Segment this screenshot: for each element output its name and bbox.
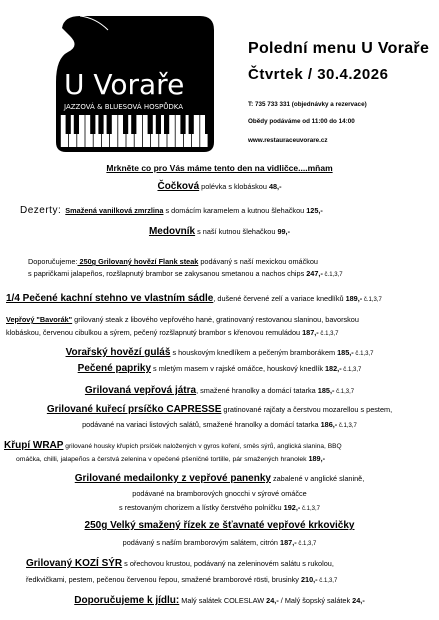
item-7-price: 189,- [308, 454, 326, 463]
item-6-name: Grilované kuřecí prsíčko CAPRESSE [46, 404, 222, 415]
item-5-name: Grilovaná vepřová játra [84, 385, 197, 396]
item-8-line-2 [0, 488, 439, 499]
logo-name: U Voraře [64, 68, 185, 101]
side-1-name: Malý salátek COLESLAW [179, 596, 267, 605]
item-4-allergens: č.1,3,7 [341, 367, 362, 373]
item-8-name: Grilované medailonky z vepřové panenky [74, 473, 271, 484]
dessert-2-desc: s naší kutnou šlehačkou [195, 227, 278, 236]
recommend-line-1 [28, 256, 318, 267]
menu-title: Polední menu U Voraře [248, 40, 430, 57]
lunch-hours: Obědy podáváme od 11:00 do 14:00 [248, 118, 355, 125]
dessert-1-desc: s domácím karamelem a kutnou šlehačkou [163, 206, 307, 215]
soup-name: Čočková [157, 181, 200, 192]
item-8-desc: zabalené v anglické slanině, [270, 474, 365, 483]
item-1-allergens: č.1,3,7 [362, 297, 382, 303]
grand-piano-logo-icon [50, 12, 218, 156]
sides-label: Doporučujeme k jídlu: [74, 595, 180, 606]
item-8-price: 192,- [283, 503, 301, 512]
item-5-price: 185,- [317, 386, 335, 395]
dessert-1-price: 125,- [306, 206, 323, 215]
item-8-desc-2: podávané na bramborových gnocchi v sýrové omáčce [132, 489, 307, 498]
item-6-price: 186,- [320, 420, 338, 429]
dessert-2-name: Medovník [148, 226, 196, 237]
item-6-allergens: č.1,3,7 [337, 423, 357, 429]
item-2 [6, 314, 359, 325]
item-7-desc: grilované housky křupích prsíček naložených v gyros koření, směs sýrů, anglická slanina, BBQ [63, 443, 342, 450]
item-1-price: 189,- [345, 294, 363, 303]
side-1-price: 24,- [266, 596, 279, 605]
item-10-name: Grilovaný KOZÍ SÝR [26, 558, 123, 569]
item-5-desc: , smažené hranolky a domácí tatarka [196, 386, 318, 395]
item-10-line-2 [26, 574, 337, 587]
item-3-desc: s houskovým knedlíkem a pečeným bramborákem [170, 348, 338, 357]
item-6-line-2 [0, 419, 439, 432]
item-7 [4, 440, 342, 452]
item-8 [0, 473, 439, 484]
website-link[interactable]: www.restauraceuvorare.cz [248, 137, 328, 144]
desserts-label: Dezerty: [20, 205, 62, 216]
dessert-1-name: Smažená vanilková zmrzlina [65, 206, 164, 215]
item-10-desc: s ořechovou krustou, podávaný na zeleninovém salátu s rukolou, [122, 559, 334, 568]
menu-date: Čtvrtek / 30.4.2026 [248, 66, 389, 83]
item-10-desc-2: ředkvičkami, pestem, pečenou červenou řepou, smažené bramborové rösti, brusinky [26, 575, 301, 584]
recommend-name: 250g Grilovaný hovězí Flank steak [77, 257, 199, 266]
item-2-desc: grilovaný steak z libového vepřového hanė, gratinovaný restovanou slaninou, bavorskou [72, 315, 359, 324]
side-2-name: Malý šopský salátek [284, 596, 353, 605]
recommend-price: 247,- [306, 269, 323, 278]
recommend-allergens: č.1,3,7 [322, 272, 343, 278]
item-6-desc-2: podávané na variaci listových salátů, smažené hranolky a domácí tatarka [82, 420, 321, 429]
item-9-allergens: č.1,3,7 [296, 541, 317, 547]
recommend-desc-1: podávaný s naší mexickou omáčkou [198, 257, 318, 266]
recommend-line-2 [28, 268, 343, 281]
item-5 [0, 385, 439, 398]
phone-info: T: 735 733 331 (objednávky a rezervace) [248, 101, 367, 108]
soup-price: 48,- [268, 182, 282, 191]
item-8-desc-3: s restovaným chorizem a lístky čerstvého polníčku [119, 503, 284, 512]
item-6-desc: gratinované rajčaty a čerstvou mozarellou s pestem, [221, 405, 393, 414]
item-4-name: Pečené papriky [77, 363, 152, 374]
sides-line [0, 595, 439, 606]
item-9 [0, 520, 439, 531]
dessert-line-1 [20, 205, 323, 216]
item-7-line-2 [16, 453, 325, 465]
item-2-desc-2: klobáskou, červenou cibulkou a sýrem, pečený rozšlapnutý brambor s křenovou remuládou [6, 328, 303, 337]
dessert-line-2 [0, 226, 439, 237]
side-2-price: 24,- [352, 596, 365, 605]
restaurant-logo [50, 12, 218, 156]
logo-tagline: JAZZOVÁ & BLUESOVÁ HOSPŮDKA [64, 103, 184, 111]
sides-separator: / [278, 596, 285, 605]
item-4 [0, 363, 439, 376]
item-2-name: Vepřový "Bavorák" [6, 315, 73, 324]
item-1-name: 1/4 Pečené kachní stehno ve vlastním sádle [6, 293, 214, 304]
item-2-line-2 [6, 327, 338, 340]
recommend-label: Doporučujeme: [28, 257, 78, 266]
item-1 [6, 293, 382, 306]
intro-text: Mrkněte co pro Vás máme tento den na vidličce....mňam [106, 163, 333, 173]
item-6 [0, 404, 439, 415]
item-3-price: 185,- [337, 348, 354, 357]
item-8-allergens: č.1,3,7 [300, 506, 320, 512]
item-10-allergens: č.1,3,7 [317, 578, 338, 584]
item-10 [26, 558, 334, 569]
item-3 [0, 347, 439, 360]
soup-desc: polévka s klobáskou [199, 182, 269, 191]
item-4-price: 182,- [325, 364, 342, 373]
item-1-desc: , dušené červené zelí a variace knedlíků [213, 294, 346, 303]
item-9-price: 187,- [280, 538, 297, 547]
item-2-price: 187,- [302, 328, 319, 337]
item-7-name: Křupí WRAP [4, 440, 64, 451]
item-10-price: 210,- [300, 575, 318, 584]
dessert-2-price: 99,- [277, 227, 291, 236]
item-3-allergens: č.1,3,7 [353, 351, 374, 357]
item-4-desc: s mletým masem v rajské omáčce, houskový knedlík [151, 364, 325, 373]
item-3-name: Vorařský hovězí guláš [65, 347, 171, 358]
item-5-allergens: č.1,3,7 [334, 389, 355, 395]
item-9-desc-2: podávaný s naším bramborovým salátem, citrón [122, 538, 281, 547]
soup-line [0, 181, 439, 192]
item-9-line-2 [0, 537, 439, 550]
item-9-name: 250g Velký smažený řízek ze šťavnaté vepřové krkovičky [84, 520, 355, 531]
item-8-line-3 [0, 502, 439, 515]
recommend-desc-2: s papričkami jalapeños, rozšlapnutý brambor se zakysanou smetanou a nachos chips [28, 269, 307, 278]
item-7-desc-2: omáčka, chilli, jalapeños a čerstvá zelenina v opečené pšeničné tortille, pár smažených hranolek [16, 456, 309, 463]
item-2-allergens: č.1,3,7 [318, 331, 339, 337]
